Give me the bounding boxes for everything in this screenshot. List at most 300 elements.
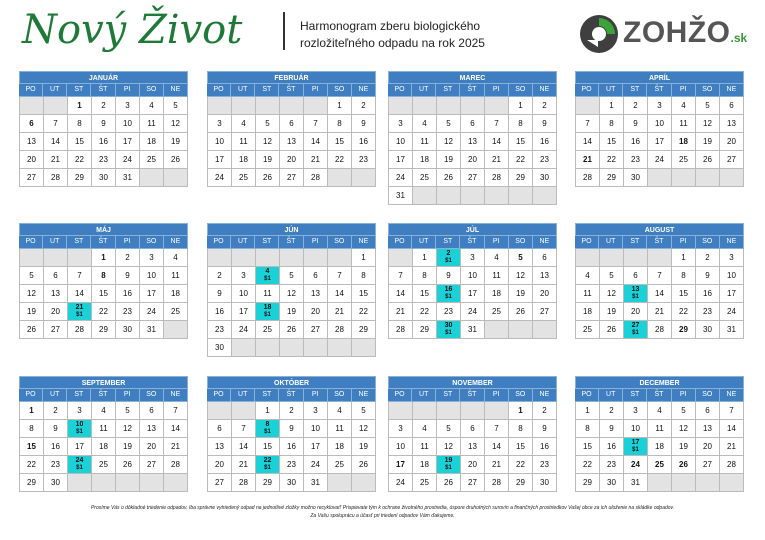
day-number: 8 bbox=[101, 270, 106, 280]
day-cell bbox=[116, 133, 140, 151]
day-cell bbox=[509, 97, 533, 115]
day-number: 27 bbox=[215, 477, 224, 487]
day-number: 12 bbox=[359, 423, 368, 433]
empty-cell bbox=[437, 187, 461, 205]
day-cell bbox=[624, 97, 648, 115]
day-number: 10 bbox=[75, 421, 84, 428]
day-cell bbox=[600, 420, 624, 438]
weekday-label: PO bbox=[19, 389, 43, 402]
empty-cell bbox=[648, 474, 672, 492]
day-cell bbox=[140, 402, 164, 420]
day-grid bbox=[388, 97, 557, 205]
day-number: 8 bbox=[518, 118, 523, 128]
day-grid bbox=[575, 249, 744, 339]
day-number: 5 bbox=[705, 100, 710, 110]
day-cell bbox=[437, 420, 461, 438]
schedule-subtitle bbox=[300, 18, 485, 52]
day-cell bbox=[509, 115, 533, 133]
collection-label: $1 bbox=[445, 258, 452, 264]
day-number: 26 bbox=[679, 459, 688, 469]
day-cell bbox=[208, 420, 232, 438]
collection-label: $1 bbox=[445, 330, 452, 336]
day-cell bbox=[624, 267, 648, 285]
day-cell bbox=[533, 169, 557, 187]
day-cell bbox=[672, 97, 696, 115]
day-cell bbox=[624, 133, 648, 151]
day-cell bbox=[600, 285, 624, 303]
weekday-label: UT bbox=[231, 84, 255, 97]
day-cell bbox=[304, 115, 328, 133]
day-number: 22 bbox=[516, 459, 525, 469]
day-cell bbox=[92, 115, 116, 133]
day-cell bbox=[509, 402, 533, 420]
day-number: 16 bbox=[51, 441, 60, 451]
day-number: 26 bbox=[27, 324, 36, 334]
day-number: 6 bbox=[217, 423, 222, 433]
day-number: 8 bbox=[265, 421, 270, 428]
day-number: 22 bbox=[27, 459, 36, 469]
day-cell bbox=[648, 321, 672, 339]
empty-cell bbox=[485, 187, 509, 205]
month-name: FEBRUÁR bbox=[207, 71, 376, 84]
day-number: 31 bbox=[468, 324, 477, 334]
day-number: 15 bbox=[263, 441, 272, 451]
day-number: 28 bbox=[396, 324, 405, 334]
day-number: 27 bbox=[147, 459, 156, 469]
day-number: 27 bbox=[540, 306, 549, 316]
day-number: 30 bbox=[287, 477, 296, 487]
weekday-label: NE bbox=[720, 236, 744, 249]
empty-cell bbox=[280, 249, 304, 267]
day-number: 1 bbox=[101, 252, 106, 262]
day-cell bbox=[648, 97, 672, 115]
day-number: 1 bbox=[585, 405, 590, 415]
day-number: 22 bbox=[99, 306, 108, 316]
empty-cell bbox=[232, 249, 256, 267]
day-cell bbox=[352, 249, 376, 267]
day-number: 4 bbox=[657, 405, 662, 415]
day-cell bbox=[44, 321, 68, 339]
day-number: 14 bbox=[51, 136, 60, 146]
day-cell bbox=[461, 456, 485, 474]
day-number: 12 bbox=[27, 288, 36, 298]
day-number: 6 bbox=[289, 118, 294, 128]
day-number: 17 bbox=[655, 136, 664, 146]
empty-cell bbox=[328, 474, 352, 492]
day-number: 8 bbox=[585, 423, 590, 433]
empty-cell bbox=[485, 402, 509, 420]
day-number: 18 bbox=[263, 304, 272, 311]
day-number: 5 bbox=[609, 270, 614, 280]
day-cell bbox=[485, 249, 509, 267]
day-cell bbox=[533, 456, 557, 474]
day-number: 25 bbox=[679, 154, 688, 164]
day-cell bbox=[720, 285, 744, 303]
day-number: 7 bbox=[337, 270, 342, 280]
day-number: 18 bbox=[147, 136, 156, 146]
day-cell bbox=[208, 115, 232, 133]
day-cell bbox=[533, 402, 557, 420]
day-cell bbox=[389, 420, 413, 438]
day-number: 27 bbox=[727, 154, 736, 164]
collection-day-cell bbox=[624, 438, 648, 456]
weekday-label: UT bbox=[412, 236, 436, 249]
day-cell bbox=[648, 285, 672, 303]
day-cell bbox=[164, 420, 188, 438]
day-grid bbox=[575, 97, 744, 187]
day-number: 5 bbox=[446, 423, 451, 433]
day-cell bbox=[600, 169, 624, 187]
day-number: 9 bbox=[446, 270, 451, 280]
day-cell bbox=[533, 97, 557, 115]
day-cell bbox=[696, 249, 720, 267]
day-cell bbox=[256, 133, 280, 151]
day-number: 31 bbox=[631, 477, 640, 487]
day-cell bbox=[389, 456, 413, 474]
day-number: 22 bbox=[583, 459, 592, 469]
day-number: 23 bbox=[540, 459, 549, 469]
day-cell bbox=[164, 249, 188, 267]
day-cell bbox=[648, 115, 672, 133]
day-number: 1 bbox=[609, 100, 614, 110]
day-cell bbox=[92, 151, 116, 169]
day-number: 28 bbox=[171, 459, 180, 469]
day-cell bbox=[696, 133, 720, 151]
day-number: 15 bbox=[516, 441, 525, 451]
day-number: 8 bbox=[337, 118, 342, 128]
weekday-label: PI bbox=[116, 84, 140, 97]
weekday-label: SO bbox=[696, 84, 720, 97]
day-number: 16 bbox=[123, 288, 132, 298]
day-number: 21 bbox=[75, 304, 84, 311]
day-cell bbox=[232, 115, 256, 133]
day-number: 18 bbox=[420, 459, 429, 469]
day-grid bbox=[207, 249, 376, 357]
day-cell bbox=[208, 133, 232, 151]
month-name: NOVEMBER bbox=[388, 376, 557, 389]
day-cell bbox=[208, 285, 232, 303]
day-number: 4 bbox=[173, 252, 178, 262]
day-number: 30 bbox=[99, 172, 108, 182]
day-number: 17 bbox=[215, 154, 224, 164]
day-cell bbox=[280, 438, 304, 456]
day-number: 2 bbox=[542, 100, 547, 110]
weekday-label: PO bbox=[575, 236, 599, 249]
day-cell bbox=[208, 169, 232, 187]
weekday-label: UT bbox=[231, 236, 255, 249]
empty-cell bbox=[648, 169, 672, 187]
day-cell bbox=[533, 303, 557, 321]
day-number: 3 bbox=[657, 100, 662, 110]
day-number: 14 bbox=[75, 288, 84, 298]
day-cell bbox=[328, 267, 352, 285]
empty-cell bbox=[304, 249, 328, 267]
day-number: 11 bbox=[263, 288, 272, 298]
day-number: 24 bbox=[311, 459, 320, 469]
day-number: 22 bbox=[420, 306, 429, 316]
day-number: 25 bbox=[655, 459, 664, 469]
day-number: 2 bbox=[289, 405, 294, 415]
day-cell bbox=[576, 151, 600, 169]
day-number: 4 bbox=[494, 252, 499, 262]
subtitle-line-2: rozložiteľného odpadu na rok 2025 bbox=[300, 36, 485, 50]
day-cell bbox=[68, 438, 92, 456]
day-number: 8 bbox=[77, 118, 82, 128]
day-cell bbox=[116, 115, 140, 133]
day-number: 14 bbox=[311, 136, 320, 146]
day-number: 11 bbox=[239, 136, 248, 146]
weekday-label: ŠT bbox=[647, 389, 671, 402]
day-cell bbox=[461, 169, 485, 187]
day-number: 25 bbox=[420, 172, 429, 182]
day-number: 13 bbox=[703, 423, 712, 433]
day-cell bbox=[533, 133, 557, 151]
weekday-label: PO bbox=[388, 84, 412, 97]
day-cell bbox=[648, 438, 672, 456]
weekday-header bbox=[207, 84, 376, 97]
day-number: 12 bbox=[123, 423, 132, 433]
weekday-label: NE bbox=[164, 84, 188, 97]
day-number: 29 bbox=[99, 324, 108, 334]
day-cell bbox=[304, 169, 328, 187]
day-cell bbox=[624, 151, 648, 169]
day-number: 10 bbox=[468, 270, 477, 280]
day-number: 14 bbox=[396, 288, 405, 298]
day-number: 15 bbox=[516, 136, 525, 146]
collection-day-cell bbox=[624, 321, 648, 339]
day-cell bbox=[92, 285, 116, 303]
day-number: 18 bbox=[99, 441, 108, 451]
day-cell bbox=[116, 151, 140, 169]
day-number: 13 bbox=[540, 270, 549, 280]
day-cell bbox=[437, 169, 461, 187]
day-cell bbox=[328, 115, 352, 133]
day-cell bbox=[232, 285, 256, 303]
day-number: 6 bbox=[470, 118, 475, 128]
day-cell bbox=[413, 438, 437, 456]
day-number: 27 bbox=[27, 172, 36, 182]
day-number: 29 bbox=[359, 324, 368, 334]
day-cell bbox=[68, 267, 92, 285]
day-number: 14 bbox=[171, 423, 180, 433]
day-number: 14 bbox=[239, 441, 248, 451]
weekday-label: NE bbox=[533, 389, 557, 402]
empty-cell bbox=[437, 97, 461, 115]
day-cell bbox=[20, 438, 44, 456]
day-cell bbox=[68, 115, 92, 133]
weekday-label: ST bbox=[67, 236, 91, 249]
day-cell bbox=[328, 438, 352, 456]
day-number: 16 bbox=[359, 136, 368, 146]
day-number: 20 bbox=[540, 288, 549, 298]
month-2 bbox=[388, 71, 557, 205]
empty-cell bbox=[328, 169, 352, 187]
weekday-label: UT bbox=[43, 84, 67, 97]
day-cell bbox=[280, 133, 304, 151]
day-number: 27 bbox=[468, 477, 477, 487]
day-cell bbox=[232, 133, 256, 151]
day-cell bbox=[720, 133, 744, 151]
day-number: 18 bbox=[335, 441, 344, 451]
day-cell bbox=[304, 267, 328, 285]
day-number: 3 bbox=[313, 405, 318, 415]
empty-cell bbox=[164, 169, 188, 187]
day-number: 6 bbox=[633, 270, 638, 280]
day-number: 7 bbox=[53, 118, 58, 128]
day-number: 20 bbox=[147, 441, 156, 451]
day-number: 30 bbox=[540, 477, 549, 487]
day-number: 4 bbox=[681, 100, 686, 110]
day-cell bbox=[672, 420, 696, 438]
weekday-label: UT bbox=[599, 389, 623, 402]
empty-cell bbox=[461, 97, 485, 115]
day-cell bbox=[256, 402, 280, 420]
empty-cell bbox=[509, 321, 533, 339]
day-number: 24 bbox=[396, 477, 405, 487]
day-number: 1 bbox=[518, 405, 523, 415]
day-number: 2 bbox=[633, 100, 638, 110]
day-cell bbox=[256, 321, 280, 339]
day-cell bbox=[600, 438, 624, 456]
day-number: 3 bbox=[633, 405, 638, 415]
month-name: DECEMBER bbox=[575, 376, 744, 389]
month-8 bbox=[19, 376, 188, 492]
day-number: 1 bbox=[518, 100, 523, 110]
empty-cell bbox=[116, 474, 140, 492]
day-cell bbox=[437, 267, 461, 285]
day-number: 18 bbox=[583, 306, 592, 316]
day-grid bbox=[575, 402, 744, 492]
month-9 bbox=[207, 376, 376, 492]
day-cell bbox=[140, 321, 164, 339]
day-number: 27 bbox=[51, 324, 60, 334]
day-number: 20 bbox=[468, 459, 477, 469]
empty-cell bbox=[92, 474, 116, 492]
day-cell bbox=[20, 402, 44, 420]
day-number: 5 bbox=[265, 118, 270, 128]
day-number: 15 bbox=[679, 288, 688, 298]
weekday-label: ŠT bbox=[460, 84, 484, 97]
day-grid bbox=[388, 402, 557, 492]
day-number: 16 bbox=[631, 136, 640, 146]
day-cell bbox=[600, 133, 624, 151]
day-number: 6 bbox=[542, 252, 547, 262]
day-number: 15 bbox=[607, 136, 616, 146]
day-number: 23 bbox=[215, 324, 224, 334]
day-cell bbox=[720, 267, 744, 285]
day-number: 2 bbox=[53, 405, 58, 415]
day-number: 9 bbox=[289, 423, 294, 433]
day-number: 28 bbox=[492, 172, 501, 182]
weekday-label: SO bbox=[140, 84, 164, 97]
weekday-label: NE bbox=[720, 84, 744, 97]
day-cell bbox=[20, 456, 44, 474]
day-cell bbox=[140, 249, 164, 267]
day-cell bbox=[485, 456, 509, 474]
day-number: 28 bbox=[311, 172, 320, 182]
day-cell bbox=[600, 402, 624, 420]
day-cell bbox=[576, 133, 600, 151]
day-cell bbox=[116, 169, 140, 187]
day-number: 18 bbox=[171, 288, 180, 298]
day-number: 30 bbox=[607, 477, 616, 487]
day-number: 17 bbox=[396, 459, 405, 469]
day-cell bbox=[352, 402, 376, 420]
day-cell bbox=[352, 267, 376, 285]
day-cell bbox=[20, 303, 44, 321]
day-cell bbox=[304, 321, 328, 339]
day-number: 23 bbox=[444, 306, 453, 316]
weekday-label: NE bbox=[164, 236, 188, 249]
weekday-label: PO bbox=[207, 84, 231, 97]
header-divider bbox=[283, 12, 285, 50]
day-cell bbox=[389, 187, 413, 205]
day-number: 16 bbox=[607, 441, 616, 451]
month-name: MAREC bbox=[388, 71, 557, 84]
day-number: 27 bbox=[703, 459, 712, 469]
empty-cell bbox=[672, 474, 696, 492]
day-cell bbox=[232, 474, 256, 492]
day-number: 16 bbox=[540, 136, 549, 146]
day-number: 10 bbox=[396, 136, 405, 146]
day-number: 25 bbox=[263, 324, 272, 334]
day-number: 30 bbox=[631, 172, 640, 182]
day-cell bbox=[389, 115, 413, 133]
day-cell bbox=[624, 474, 648, 492]
day-cell bbox=[413, 267, 437, 285]
weekday-label: NE bbox=[352, 236, 376, 249]
empty-cell bbox=[389, 97, 413, 115]
day-cell bbox=[672, 402, 696, 420]
empty-cell bbox=[533, 187, 557, 205]
day-cell bbox=[509, 456, 533, 474]
day-number: 17 bbox=[239, 306, 248, 316]
day-number: 19 bbox=[287, 306, 296, 316]
day-cell bbox=[437, 115, 461, 133]
page-title: Nový Život bbox=[22, 7, 243, 53]
day-number: 20 bbox=[631, 306, 640, 316]
day-grid bbox=[19, 249, 188, 339]
day-number: 8 bbox=[609, 118, 614, 128]
day-number: 21 bbox=[335, 306, 344, 316]
day-cell bbox=[68, 97, 92, 115]
day-cell bbox=[208, 321, 232, 339]
day-number: 30 bbox=[703, 324, 712, 334]
day-cell bbox=[164, 133, 188, 151]
day-cell bbox=[280, 303, 304, 321]
day-cell bbox=[68, 285, 92, 303]
day-cell bbox=[68, 169, 92, 187]
day-cell bbox=[140, 420, 164, 438]
empty-cell bbox=[576, 97, 600, 115]
collection-label: $1 bbox=[445, 294, 452, 300]
day-cell bbox=[20, 420, 44, 438]
day-cell bbox=[232, 420, 256, 438]
day-cell bbox=[92, 97, 116, 115]
weekday-header bbox=[19, 236, 188, 249]
day-cell bbox=[116, 402, 140, 420]
weekday-label: PO bbox=[388, 236, 412, 249]
empty-cell bbox=[461, 187, 485, 205]
day-number: 1 bbox=[681, 252, 686, 262]
day-cell bbox=[116, 267, 140, 285]
day-cell bbox=[256, 438, 280, 456]
weekday-label: PI bbox=[672, 389, 696, 402]
day-cell bbox=[509, 438, 533, 456]
day-cell bbox=[648, 151, 672, 169]
month-7 bbox=[575, 223, 744, 339]
day-number: 12 bbox=[444, 136, 453, 146]
